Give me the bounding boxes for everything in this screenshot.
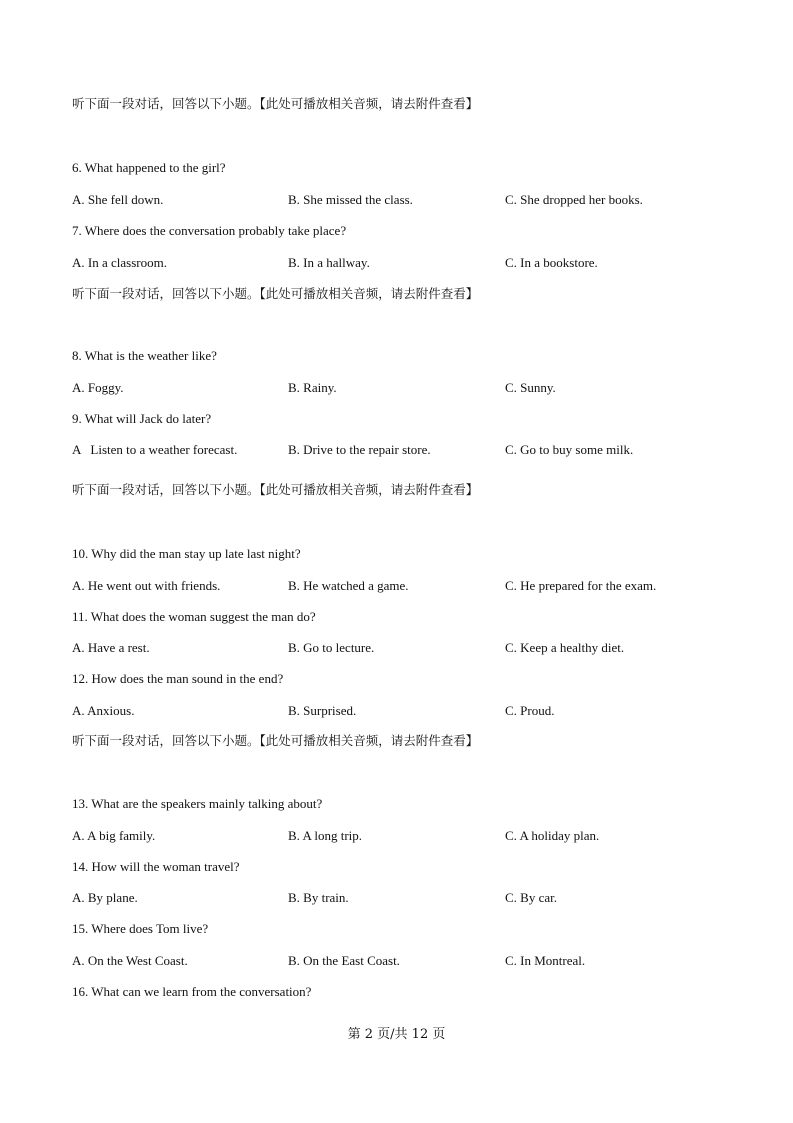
question-14-option-c: C. By car. [505, 890, 557, 905]
question-12: 12. How does the man sound in the end? [72, 671, 284, 686]
question-15-option-a: A. On the West Coast. [72, 953, 188, 968]
question-14-option-b: B. By train. [288, 890, 349, 905]
question-7: 7. Where does the conversation probably take place? [72, 223, 347, 238]
question-9: 9. What will Jack do later? [72, 411, 212, 426]
question-9-option-c: C. Go to buy some milk. [505, 442, 634, 457]
question-11-option-b: B. Go to lecture. [288, 640, 375, 655]
question-7-option-a: A. In a classroom. [72, 255, 167, 270]
question-8-option-b: B. Rainy. [288, 380, 337, 395]
question-15: 15. Where does Tom live? [72, 921, 209, 936]
question-6-option-c: C. She dropped her books. [505, 192, 643, 207]
section-instruction: 听下面一段对话，回答以下小题。【此处可播放相关音频，请去附件查看】 [72, 733, 479, 748]
question-8-option-a: A. Foggy. [72, 380, 124, 395]
question-9-option-a: A Listen to a weather forecast. [72, 442, 238, 457]
question-6: 6. What happened to the girl? [72, 160, 226, 175]
question-8-option-c: C. Sunny. [505, 380, 556, 395]
question-13-option-c: C. A holiday plan. [505, 828, 600, 843]
question-11-option-c: C. Keep a healthy diet. [505, 640, 625, 655]
question-10-option-c: C. He prepared for the exam. [505, 578, 657, 593]
question-12-option-c: C. Proud. [505, 703, 555, 718]
question-11: 11. What does the woman suggest the man do? [72, 609, 316, 624]
section-instruction: 听下面一段对话，回答以下小题。【此处可播放相关音频，请去附件查看】 [72, 482, 479, 497]
question-13: 13. What are the speakers mainly talking about? [72, 796, 323, 811]
question-15-option-b: B. On the East Coast. [288, 953, 400, 968]
question-9-option-b: B. Drive to the repair store. [288, 442, 431, 457]
question-10-option-a: A. He went out with friends. [72, 578, 221, 593]
question-13-option-b: B. A long trip. [288, 828, 363, 843]
question-16: 16. What can we learn from the conversation? [72, 984, 312, 999]
question-6-option-b: B. She missed the class. [288, 192, 413, 207]
question-7-option-c: C. In a bookstore. [505, 255, 598, 270]
section-instruction: 听下面一段对话，回答以下小题。【此处可播放相关音频，请去附件查看】 [72, 286, 479, 301]
question-14: 14. How will the woman travel? [72, 859, 240, 874]
question-12-option-a: A. Anxious. [72, 703, 135, 718]
question-8: 8. What is the weather like? [72, 348, 217, 363]
question-7-option-b: B. In a hallway. [288, 255, 370, 270]
section-instruction: 听下面一段对话，回答以下小题。【此处可播放相关音频，请去附件查看】 [72, 96, 479, 111]
question-11-option-a: A. Have a rest. [72, 640, 150, 655]
question-10-option-b: B. He watched a game. [288, 578, 409, 593]
question-12-option-b: B. Surprised. [288, 703, 357, 718]
page-footer: 第 2 页/共 12 页 [347, 1027, 446, 1042]
question-6-option-a: A. She fell down. [72, 192, 164, 207]
question-15-option-c: C. In Montreal. [505, 953, 586, 968]
question-13-option-a: A. A big family. [72, 828, 156, 843]
question-14-option-a: A. By plane. [72, 890, 138, 905]
question-10: 10. Why did the man stay up late last night? [72, 546, 301, 561]
